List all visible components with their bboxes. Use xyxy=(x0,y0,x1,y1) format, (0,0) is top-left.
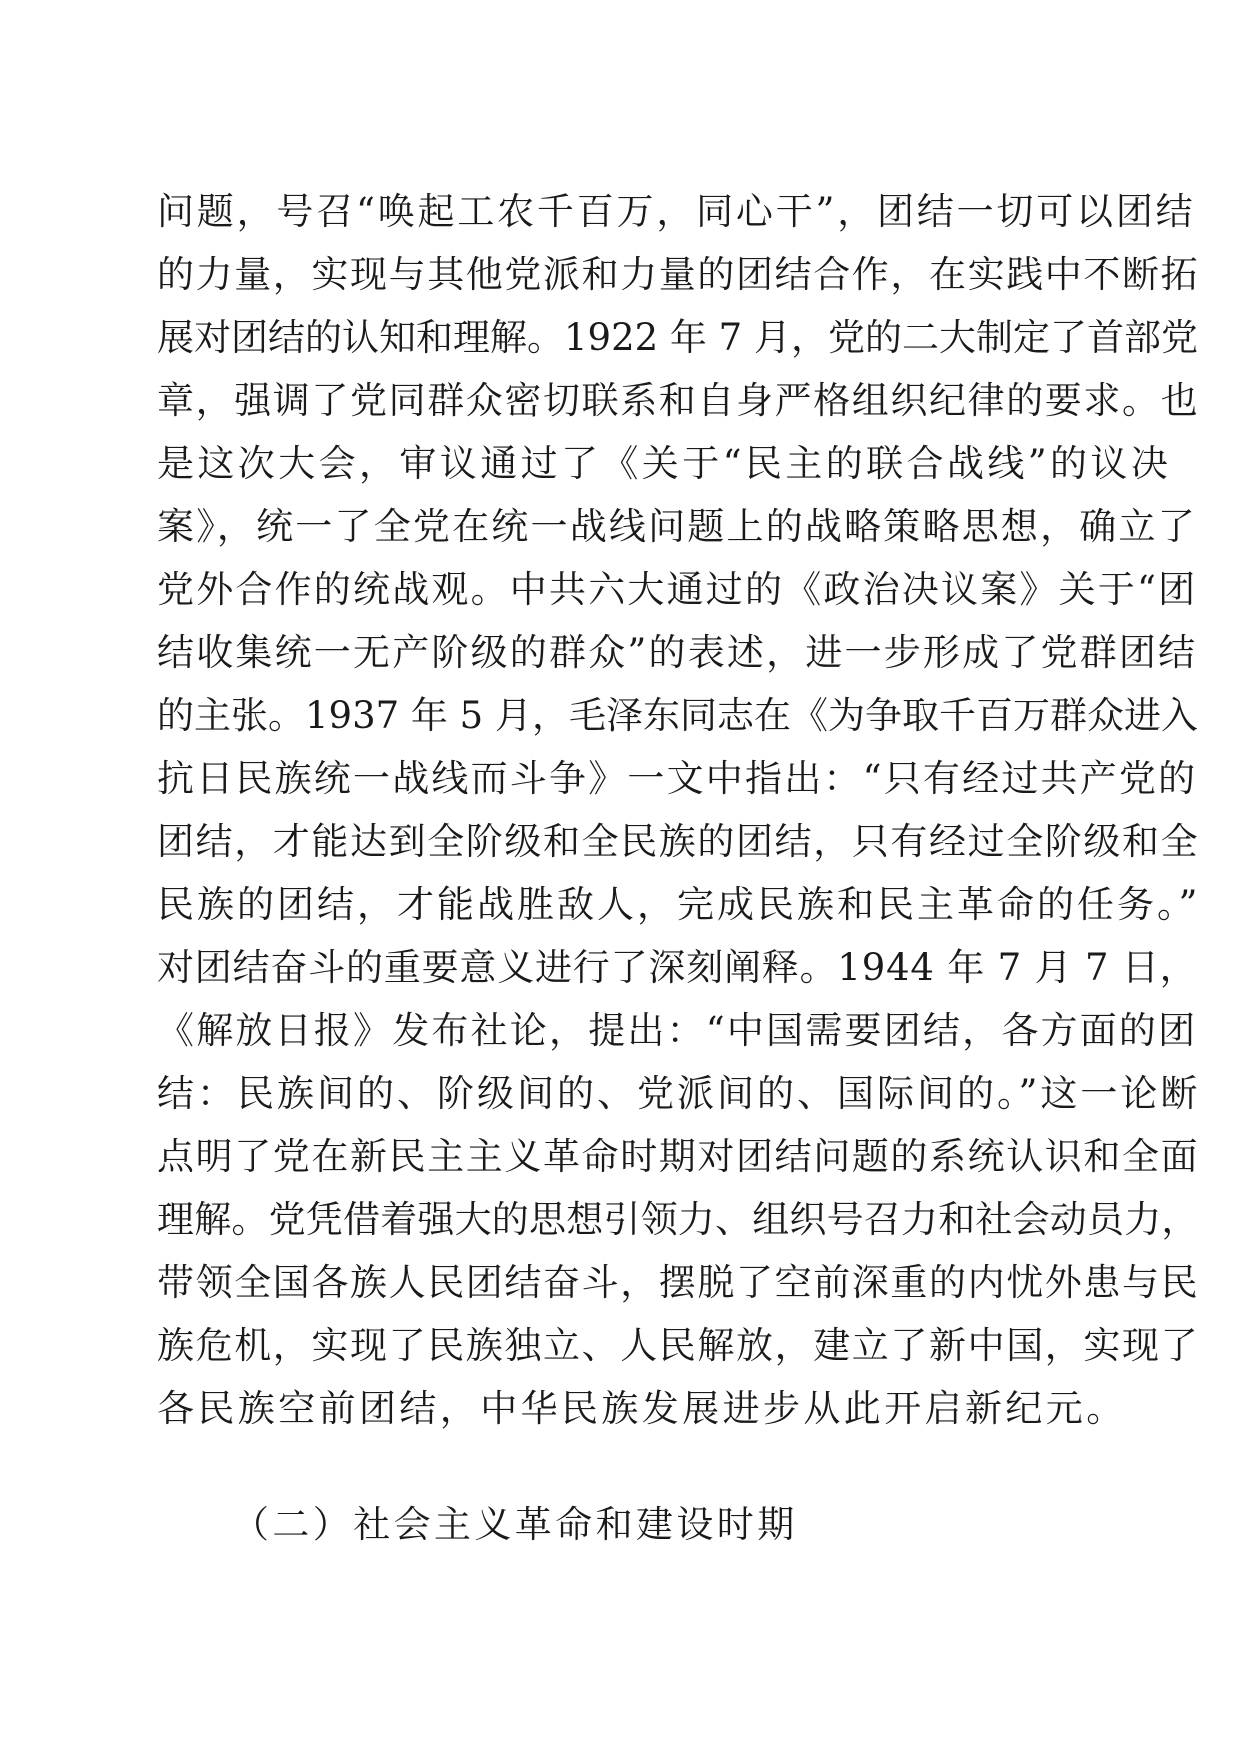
paragraph-line: 展对团结的认知和理解。1922 年 7 月，党的二大制定了首部党 xyxy=(157,316,1198,359)
body-paragraph xyxy=(157,180,1201,1440)
paragraph-line: 族危机，实现了民族独立、人民解放，建立了新中国，实现了 xyxy=(157,1324,1200,1367)
paragraph-line: 点明了党在新民主主义革命时期对团结问题的系统认识和全面 xyxy=(157,1135,1200,1178)
section-heading: （二）社会主义革命和建设时期 xyxy=(232,1503,798,1546)
paragraph-line: 案》，统一了全党在统一战线问题上的战略策略思想，确立了 xyxy=(157,505,1197,548)
paragraph-line: 的力量，实现与其他党派和力量的团结合作，在实践中不断拓 xyxy=(157,253,1200,296)
paragraph-line: 结收集统一无产阶级的群众”的表述，进一步形成了党群团结 xyxy=(157,631,1198,674)
paragraph-line: 民族的团结，才能战胜敌人，完成民族和民主革命的任务。” xyxy=(157,883,1201,926)
paragraph-line: 党外合作的统战观。中共六大通过的《政治决议案》关于“团 xyxy=(157,568,1198,611)
paragraph-line: 的主张。1937 年 5 月，毛泽东同志在《为争取千百万群众进入 xyxy=(157,694,1198,737)
paragraph-line: 各民族空前团结，中华民族发展进步从此开启新纪元。 xyxy=(157,1387,1127,1430)
paragraph-line: 章，强调了党同群众密切联系和自身严格组织纪律的要求。也 xyxy=(157,379,1200,422)
paragraph-line: 问题，号召“唤起工农千百万，同心干”，团结一切可以团结 xyxy=(157,190,1196,233)
paragraph-line: 团结，才能达到全阶级和全民族的团结，只有经过全阶级和全 xyxy=(157,820,1200,863)
paragraph-line: 结：民族间的、阶级间的、党派间的、国际间的。”这一论断 xyxy=(157,1072,1201,1115)
paragraph-line: 带领全国各族人民团结奋斗，摆脱了空前深重的内忧外患与民 xyxy=(157,1261,1200,1304)
paragraph-line: 对团结奋斗的重要意义进行了深刻阐释。1944 年 7 月 7 日， xyxy=(157,946,1198,989)
paragraph-line: 理解。党凭借着强大的思想引领力、组织号召力和社会动员力， xyxy=(157,1198,1199,1241)
paragraph-line: 《解放日报》发布社论，提出：“中国需要团结，各方面的团 xyxy=(157,1009,1198,1052)
paragraph-line: 抗日民族统一战线而斗争》一文中指出：“只有经过共产党的 xyxy=(157,757,1198,800)
paragraph-line: 是这次大会，审议通过了《关于“民主的联合战线”的议决 xyxy=(157,442,1172,485)
